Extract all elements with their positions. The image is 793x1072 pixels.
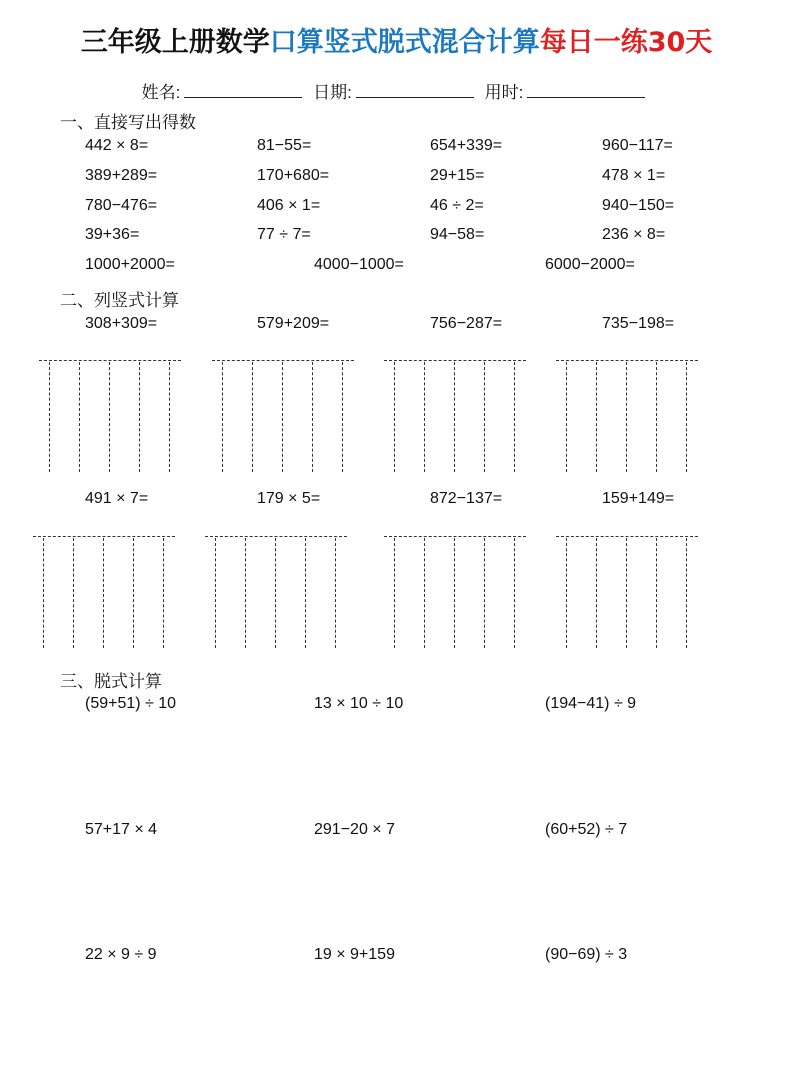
vertical-problem: 179 × 5= <box>257 490 321 507</box>
oral-problem: 236 × 8= <box>602 226 666 243</box>
oral-problem: 81−55= <box>257 137 312 154</box>
grid-line <box>484 538 485 648</box>
grid-line <box>424 362 425 472</box>
page-title <box>0 20 793 59</box>
section-oral-title: 一、直接写出得数 <box>60 113 196 133</box>
oral-problem: 77 ÷ 7= <box>257 226 311 243</box>
grid-line <box>686 362 687 472</box>
stepwise-problem: 22 × 9 ÷ 9 <box>85 946 157 963</box>
oral-problem: 39+36= <box>85 226 140 243</box>
oral-problem: 478 × 1= <box>602 167 666 184</box>
grid-line <box>394 362 395 472</box>
vertical-problem: 579+209= <box>257 315 330 332</box>
oral-problem: 4000−1000= <box>314 256 404 273</box>
grid-line <box>596 362 597 472</box>
stepwise-problem: 19 × 9+159 <box>314 946 395 963</box>
grid-line <box>222 362 223 472</box>
grid-line <box>305 538 306 648</box>
section-stepwise-title: 三、脱式计算 <box>60 672 162 692</box>
oral-problem: 442 × 8= <box>85 137 149 154</box>
grid-line <box>275 538 276 648</box>
grid-line <box>514 362 515 472</box>
work-grid[interactable] <box>212 360 354 472</box>
grid-line <box>73 538 74 648</box>
grid-line <box>163 538 164 648</box>
grid-line <box>656 362 657 472</box>
date-label: 日期: <box>313 83 352 102</box>
grid-line <box>626 538 627 648</box>
section-vertical-title: 二、列竖式计算 <box>60 291 179 311</box>
grid-line <box>384 360 526 361</box>
grid-line <box>566 362 567 472</box>
grid-line <box>252 362 253 472</box>
oral-problem: 6000−2000= <box>545 256 635 273</box>
grid-line <box>139 362 140 472</box>
date-field[interactable] <box>356 83 474 98</box>
oral-problem: 1000+2000= <box>85 256 175 273</box>
vertical-problem: 159+149= <box>602 490 675 507</box>
stepwise-problem: (194−41) ÷ 9 <box>545 695 637 712</box>
grid-line <box>79 362 80 472</box>
work-grid[interactable] <box>384 360 526 472</box>
grid-line <box>169 362 170 472</box>
grid-line <box>215 538 216 648</box>
grid-line <box>514 538 515 648</box>
grid-line <box>394 538 395 648</box>
grid-line <box>109 362 110 472</box>
grid-line <box>312 362 313 472</box>
grid-line <box>656 538 657 648</box>
grid-line <box>205 536 347 537</box>
oral-problem: 46 ÷ 2= <box>430 197 484 214</box>
work-grid[interactable] <box>39 360 181 472</box>
student-info-row <box>0 78 793 103</box>
grid-line <box>335 538 336 648</box>
grid-line <box>686 538 687 648</box>
title-part-grade: 三年级上册数学 <box>80 27 270 58</box>
grid-line <box>566 538 567 648</box>
stepwise-problem: (59+51) ÷ 10 <box>85 695 177 712</box>
grid-line <box>596 538 597 648</box>
grid-line <box>212 360 354 361</box>
vertical-problem: 491 × 7= <box>85 490 149 507</box>
title-part-topic: 口算竖式脱式混合计算 <box>269 27 540 58</box>
grid-line <box>133 538 134 648</box>
name-label: 姓名: <box>141 83 181 102</box>
stepwise-problem: 291−20 × 7 <box>314 821 395 838</box>
grid-line <box>626 362 627 472</box>
oral-problem: 94−58= <box>430 226 485 243</box>
grid-line <box>384 536 526 537</box>
grid-line <box>43 538 44 648</box>
work-grid[interactable] <box>205 536 347 648</box>
grid-line <box>282 362 283 472</box>
grid-line <box>454 362 455 472</box>
work-grid[interactable] <box>384 536 526 648</box>
name-field[interactable] <box>184 83 302 98</box>
oral-problem: 940−150= <box>602 197 675 214</box>
grid-line <box>103 538 104 648</box>
oral-problem: 780−476= <box>85 197 158 214</box>
grid-line <box>454 538 455 648</box>
grid-line <box>556 536 698 537</box>
stepwise-problem: 13 × 10 ÷ 10 <box>314 695 404 712</box>
grid-line <box>39 360 181 361</box>
grid-line <box>424 538 425 648</box>
vertical-problem: 308+309= <box>85 315 158 332</box>
grid-line <box>245 538 246 648</box>
vertical-problem: 872−137= <box>430 490 503 507</box>
grid-line <box>33 536 175 537</box>
oral-problem: 406 × 1= <box>257 197 321 214</box>
grid-line <box>556 360 698 361</box>
stepwise-problem: 57+17 × 4 <box>85 821 158 838</box>
title-part-daily: 每日一练30天 <box>539 27 713 58</box>
vertical-problem: 735−198= <box>602 315 675 332</box>
time-field[interactable] <box>527 83 645 98</box>
grid-line <box>342 362 343 472</box>
stepwise-problem: (60+52) ÷ 7 <box>545 821 628 838</box>
time-label: 用时: <box>484 83 524 102</box>
oral-problem: 654+339= <box>430 137 503 154</box>
stepwise-problem: (90−69) ÷ 3 <box>545 946 628 963</box>
vertical-problem: 756−287= <box>430 315 503 332</box>
oral-problem: 29+15= <box>430 167 485 184</box>
oral-problem: 170+680= <box>257 167 330 184</box>
grid-line <box>484 362 485 472</box>
oral-problem: 960−117= <box>602 137 673 154</box>
work-grid[interactable] <box>33 536 175 648</box>
work-grid[interactable] <box>556 536 698 648</box>
work-grid[interactable] <box>556 360 698 472</box>
grid-line <box>49 362 50 472</box>
oral-problem: 389+289= <box>85 167 158 184</box>
